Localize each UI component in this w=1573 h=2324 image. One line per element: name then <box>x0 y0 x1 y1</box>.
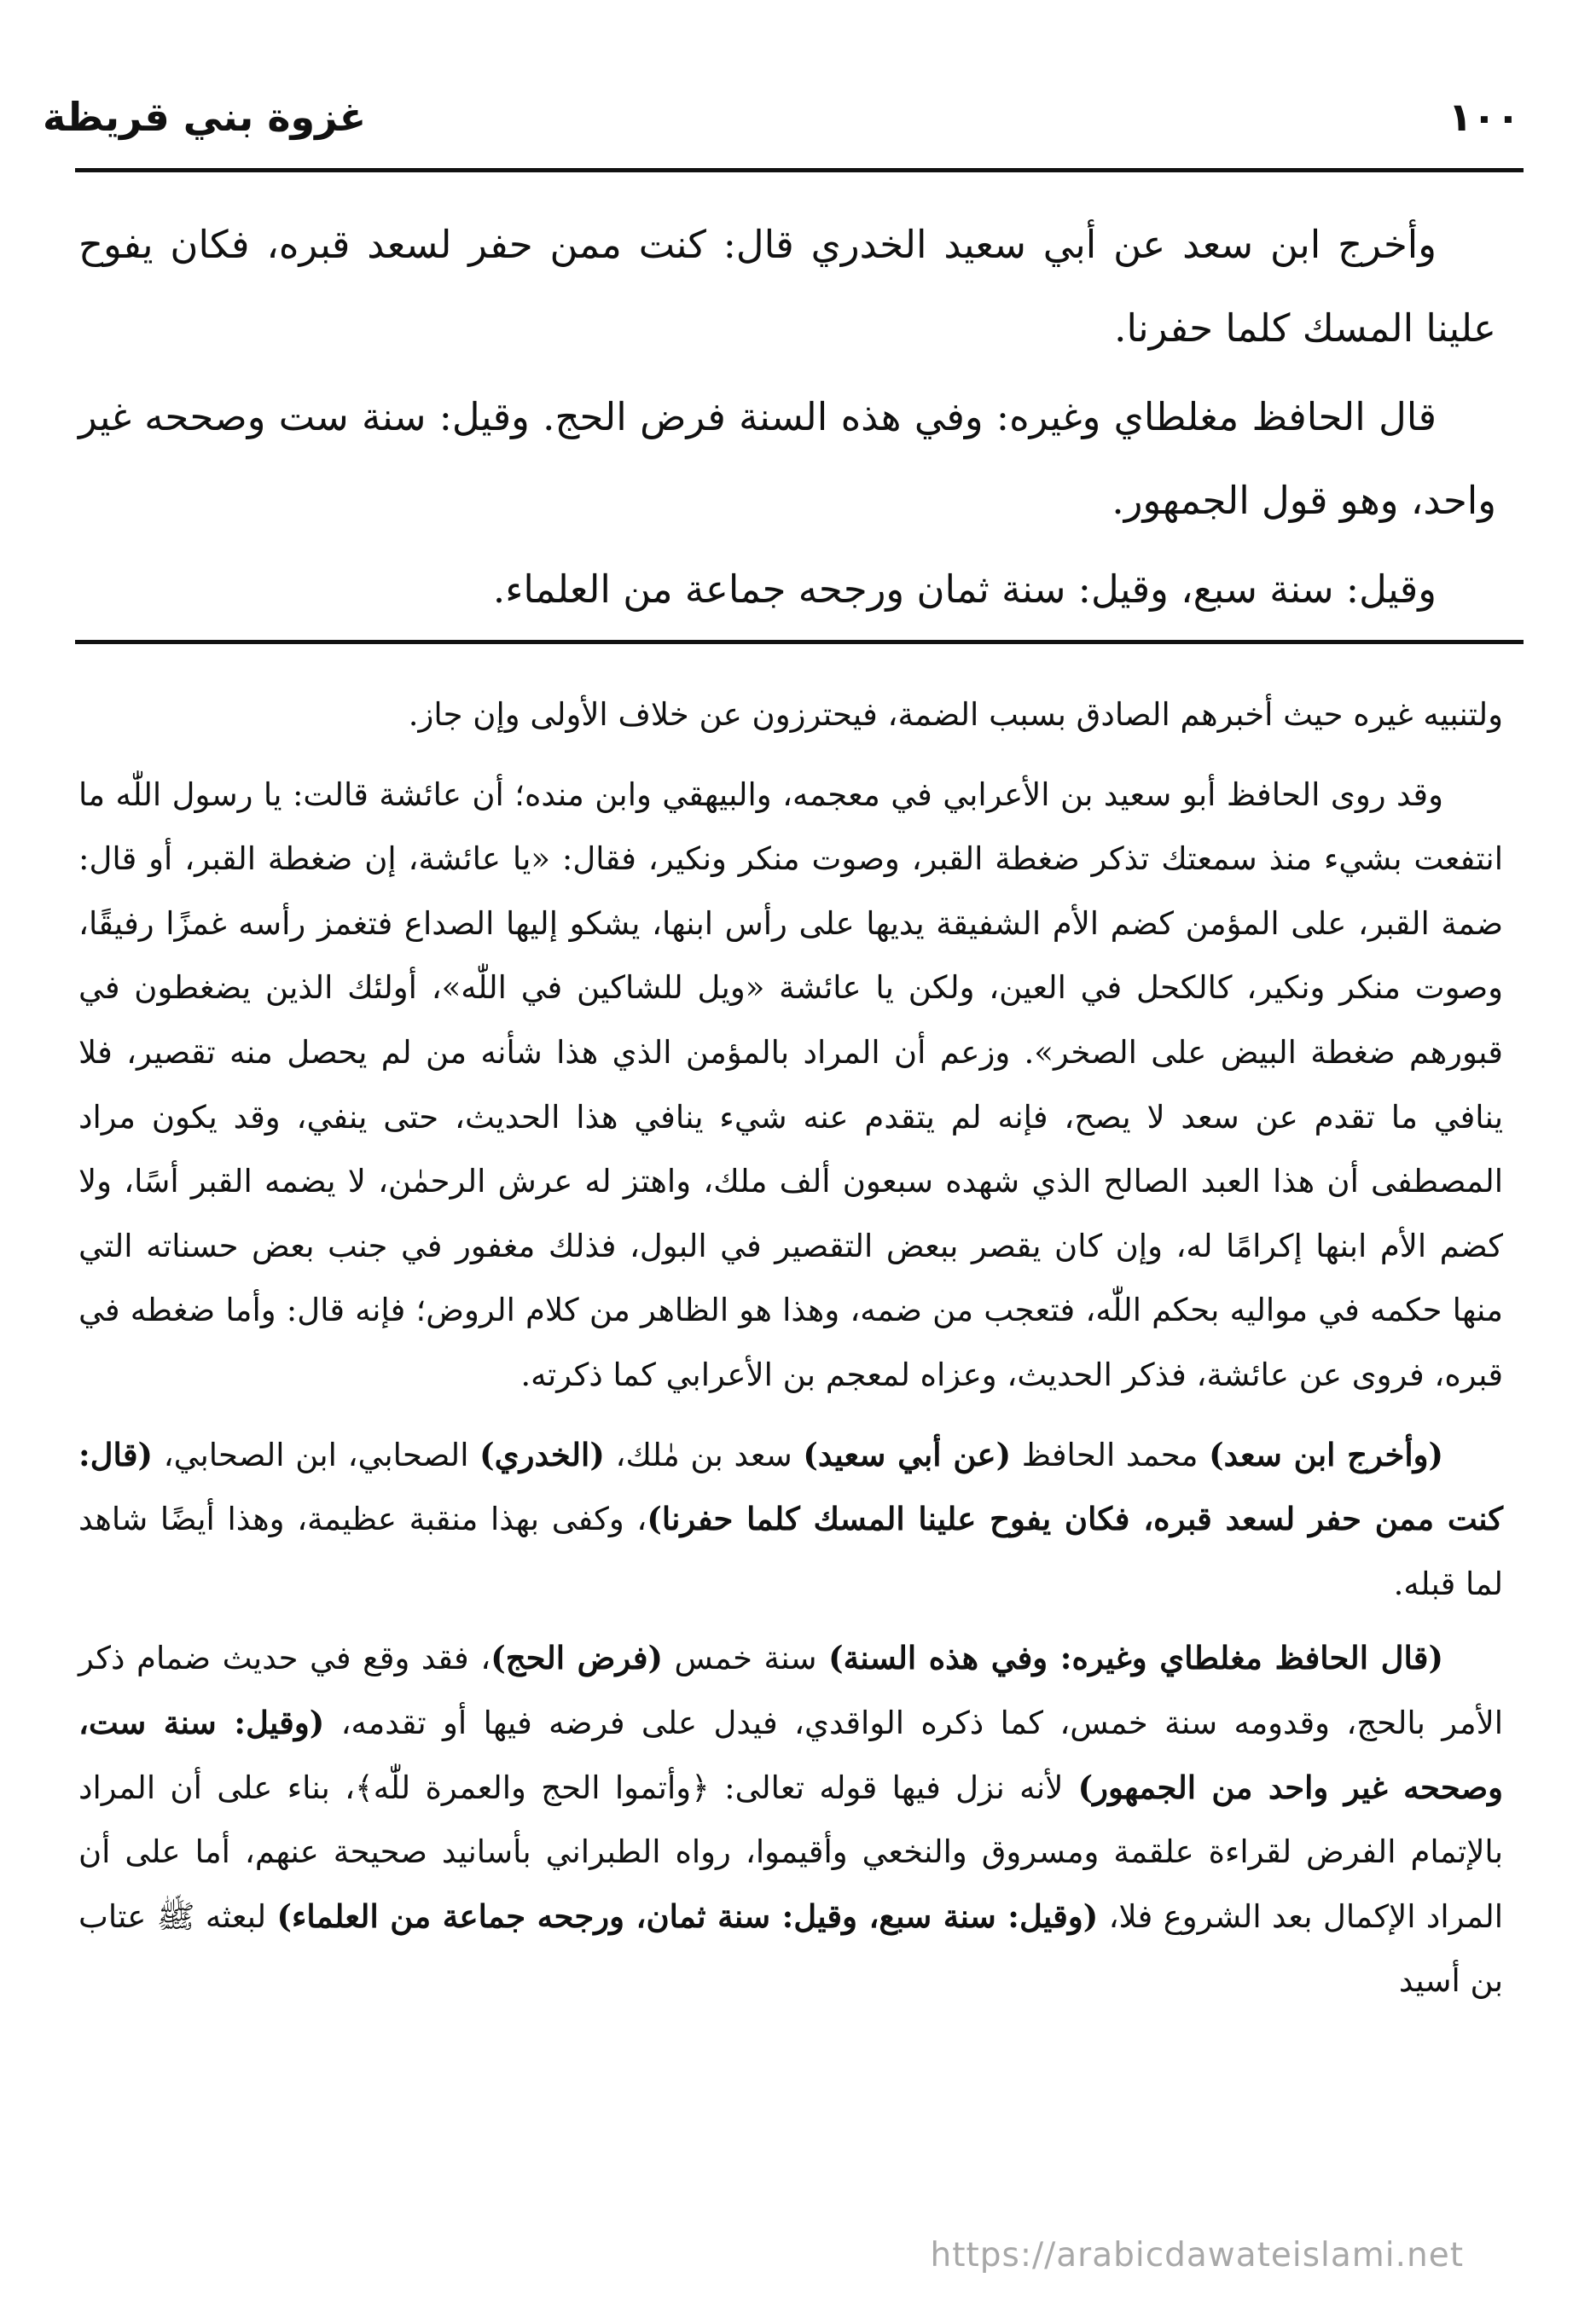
sharh-paragraph: ولتنبيه غيره حيث أخبرهم الصادق بسبب الضمة، فيحترزون عن خلاف الأولى وإن جاز. <box>408 696 1503 733</box>
sharh-text <box>78 683 1503 2029</box>
sharh-paragraph <box>78 1626 1503 2013</box>
page-header <box>43 70 1520 164</box>
quoted-matn: (قال: كنت ممن حفر لسعد قبره، فكان يفوح علينا المسك كلما حفرنا) <box>78 1435 1503 1538</box>
quoted-matn: (فرض الحج) <box>490 1639 664 1677</box>
quoted-matn: (عن أبي سعيد) <box>803 1435 1012 1473</box>
quoted-matn: (وقيل: سنة سبع، وقيل: سنة ثمان، ورجحه جماعة من العلماء) <box>276 1897 1099 1935</box>
watermark-url: https://arabicdawateislami.net <box>930 2236 1464 2275</box>
quoted-matn: (وأخرج ابن سعد) <box>1209 1435 1443 1473</box>
quoted-matn: (قال الحافظ مغلطاي وغيره: وفي هذه السنة) <box>828 1639 1443 1677</box>
matn-text <box>78 203 1496 636</box>
commentary-text: الصحابي، ابن الصحابي، <box>153 1436 480 1473</box>
sharh-paragraph <box>78 1423 1503 1617</box>
matn-paragraph: وقيل: سنة سبع، وقيل: سنة ثمان ورجحه جماعة من العلماء. <box>492 566 1437 612</box>
quoted-matn: (وقيل: سنة ست، وصححه غير واحد من الجمهور) <box>78 1703 1504 1806</box>
matn-paragraph: قال الحافظ مغلطاي وغيره: وفي هذه السنة فرض الحج. وقيل: سنة ست وصححه غير واحد، وهو قول الجمهور. <box>78 394 1496 523</box>
commentary-text: سعد بن مٰلك، <box>604 1436 804 1473</box>
commentary-text: ، وكفى بهذا منقبة عظيمة، وهذا أيضًا شاهد لما قبله. <box>78 1501 1503 1602</box>
running-title: غزوة بني قريظة <box>43 94 367 140</box>
commentary-text: لأنه نزل فيها قوله تعالى: ﴿وأتموا الحج والعمرة للّٰه﴾، بناء على أن المراد بالإتمام الفرض لقراءة علقمة ومسروق والنخعي وأقيموا، رواه الطبراني بأسانيد صحيحة عنهم، أما على أن المراد الإكمال بعد الشروع فلا، <box>78 1769 1503 1935</box>
matn-sharh-divider <box>75 640 1524 644</box>
commentary-text: محمد الحافظ <box>1011 1436 1210 1473</box>
commentary-text: ، فقد وقع في حديث ضمام ذكر الأمر بالحج، وقدومه سنة خمس، كما ذكره الواقدي، فيدل على فرضه فيها أو تقدمه، <box>78 1640 1503 1741</box>
header-rule <box>75 168 1524 172</box>
matn-paragraph: وأخرج ابن سعد عن أبي سعيد الخدري قال: كنت ممن حفر لسعد قبره، فكان يفوح علينا المسك كلما حفرنا. <box>78 222 1496 351</box>
quoted-matn: (الخدري) <box>479 1435 605 1473</box>
commentary-text: لبعثه ﷺ عتاب بن أسيد <box>78 1897 1503 2000</box>
page-number: ١٠٠ <box>1448 94 1520 140</box>
commentary-text: سنة خمس <box>663 1640 829 1677</box>
sharh-paragraph: وقد روى الحافظ أبو سعيد بن الأعرابي في معجمه، والبيهقي وابن منده؛ أن عائشة قالت: يا رسول اللّٰه ما انتفعت بشيء منذ سمعتك تذكر ضغطة القبر، وصوت منكر ونكير، فقال: «يا عائشة، إن ضغطة القبر، أو قال: ضمة القبر، على المؤمن كضم الأم الشفيقة يديها على رأس ابنها، يشكو إليها الصداع فتغمز رأسه غمزًا رفيقًا، وصوت منكر ونكير، كالكحل في العين، ولكن يا عائشة «ويل للشاكين في اللّٰه»، أولئك الذين يضغطون في قبورهم ضغطة البيض على الصخر». وزعم أن المراد بالمؤمن الذي هذا شأنه من لم يحصل منه تقصير، فلا ينافي ما تقدم عن سعد لا يصح، فإنه لم يتقدم عنه شيء ينافي هذا الحديث، حتى ينفي، وقد يكون مراد المصطفى أن هذا العبد الصالح الذي شهده سبعون ألف ملك، واهتز له عرش الرحمٰن، لا يضمه القبر أسًا، ولا كضم الأم ابنها إكرامًا له، وإن كان يقصر ببعض التقصير في البول، فذلك مغفور في جنب بعض حسناته التي منها حكمه في مواليه بحكم اللّٰه، فتعجب من ضمه، وهذا هو الظاهر من كلام الروض؛ فإنه قال: وأما ضغطه في قبره، فروى عن عائشة، فذكر الحديث، وعزاه لمعجم بن الأعرابي كما ذكرته. <box>78 776 1503 1393</box>
